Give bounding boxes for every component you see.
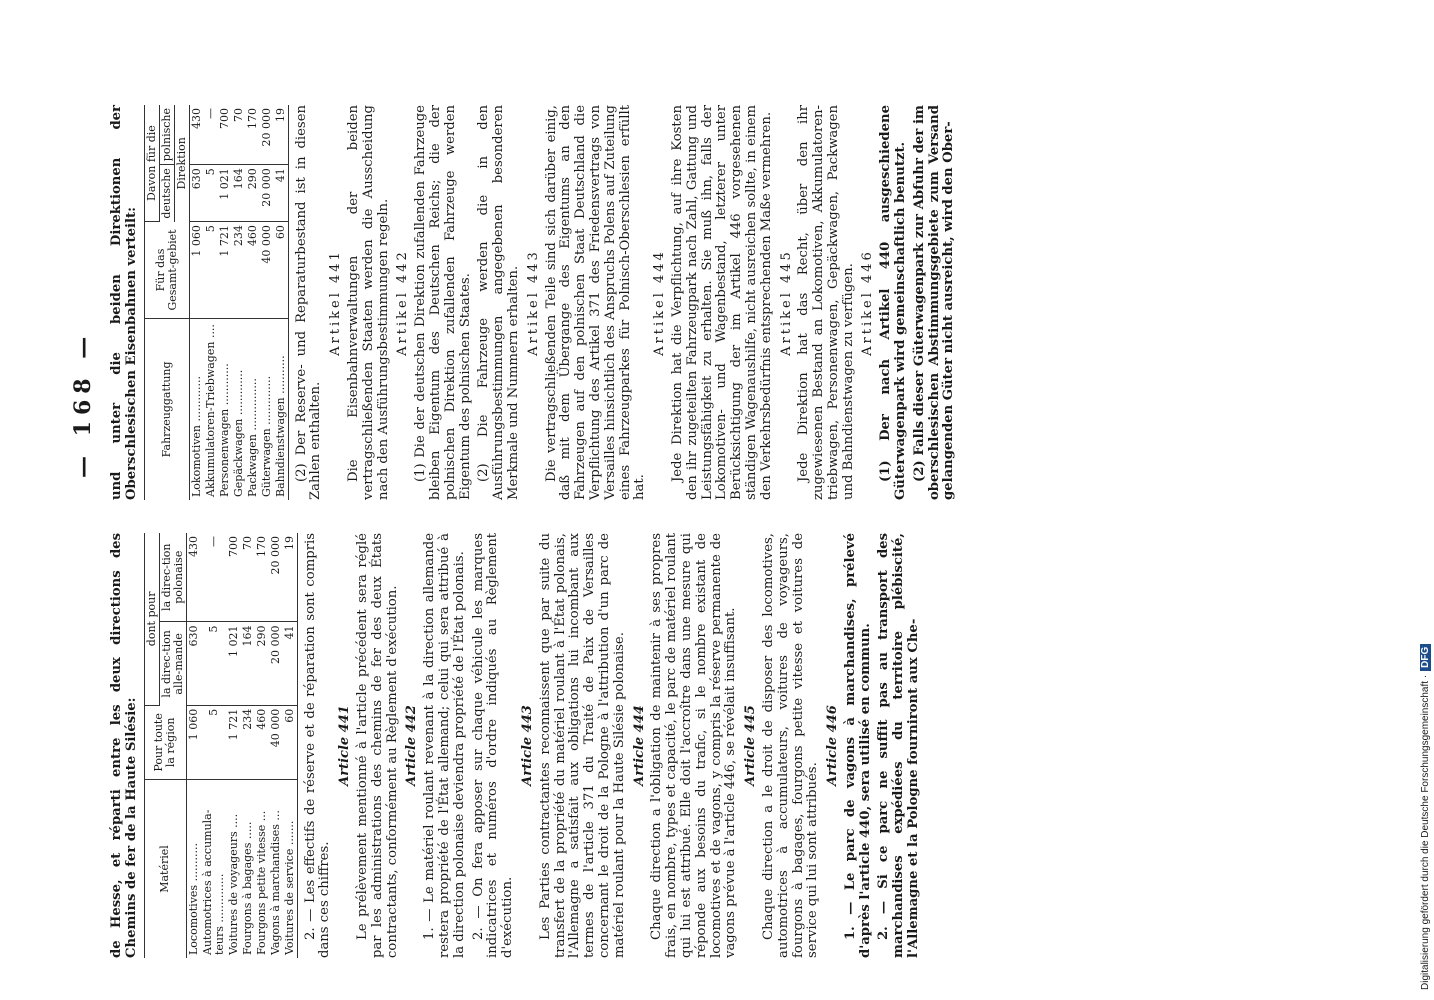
table-row: Fourgons à bagages ..... 234 164 70 [241, 533, 255, 958]
page-number: — 168 — [70, 330, 96, 478]
de-article-443-title: Artikel 443 [525, 249, 541, 356]
table-row: Voitures de voyageurs .... 1 721 1 021 700 [227, 533, 241, 958]
fr-material-table [144, 533, 298, 958]
fr-article-445-title: Article 445 [743, 705, 759, 786]
fr-article-441-title: Article 441 [337, 705, 353, 786]
french-column [109, 533, 922, 958]
fr-intro: de Hesse, et réparti entre les deux directions des Chemins de fer de la Haute Silésie: [109, 533, 139, 958]
de-article-442-title: Artikel 442 [395, 249, 411, 356]
fr-th-german: la direc-tion alle-mande [159, 622, 186, 705]
fr-th-polish: la direc-tion polonaise [159, 533, 186, 622]
table-row: Packwagen ............... 460 290 170 [246, 105, 260, 500]
dfg-logo: DFG [1420, 644, 1431, 671]
fr-article-444-text: Chaque direction a l'obligation de maintenir à ses propres frais, en nombre, types et capacité, le parc de matériel roulant qui lui est attribué. Elle doit l'accroître dans une mesure qui réponde aux besoins du trafic, si le nombre existant de locomotives et de vagons, y compris la réserve permanente de vagons prévue à l'article 446, se révélait insuffisant. [649, 533, 739, 958]
de-th-total: Für das Gesamt-gebiet [144, 222, 189, 319]
fr-paragraph-2: 2. — Les effectifs de réserve et de réparation sont compris dans ces chiffres. [302, 533, 333, 958]
table-row: Fourgons petite vitesse ... 460 290 170 [255, 533, 269, 958]
de-article-446-p1: (1) Der nach Artikel 440 ausgeschiedene Güterwagenpark wird gemeinschaftlich benutzt. [878, 105, 909, 500]
de-article-444-text: Jede Direktion hat die Verpflichtung, auf ihre Kosten den ihr zugeteilten Fahrzeugpark nach Zahl, Gattung und Leistungsfähigkeit zu erhalten. Sie muß ihn, falls der Lokomotiven- und Wagenbestand, letzterer unter Berücksichtigung der im Artikel 446 vorgesehenen ständigen Wagenaushilfe, nicht ausreichen sollte, in einem den Verkehrsbedürfnis entsprechenden Maße vermehren. [669, 105, 774, 500]
german-column [110, 105, 1310, 500]
table-row: Vagons à marchandises ... 40 000 20 000 20 000 [269, 533, 283, 958]
de-article-441-title: Artikel 441 [328, 249, 344, 356]
fr-article-441-text: Le prélèvement mentionné à l'article précédent sera réglé par les administrations des chemins de fer des deux États contractants, conformément au Règlement d'exécution. [354, 533, 400, 958]
fr-th-material: Matériel [144, 780, 186, 959]
de-article-445-text: Jede Direktion hat das Recht, über den ihr zugewiesenen Bestand an Lokomotiven, Akkumulatoren-triebwagen, Personenwagen, Gepäckwagen, Packwagen und Bahndienstwagen zu verfügen. [796, 105, 856, 500]
digitization-note-text: Digitalisierung gefördert durch die Deutsche Forschungsgemeinschaft · [1420, 674, 1431, 990]
de-article-446-title: Artikel 446 [860, 249, 876, 356]
table-row: Gepäckwagen ............. 234 164 70 [232, 105, 246, 500]
fr-article-445-text: Chaque direction a le droit de disposer des locomotives, automotrices à accumulateurs, voitures de voyageurs, fourgons à bagages, fourgons petite vitesse et voitures de service qui lui sont attribués. [760, 533, 821, 958]
de-th-material: Fahrzeuggattung [144, 318, 189, 500]
fr-article-446-title: Article 446 [825, 705, 841, 786]
fr-article-443-text: Les Parties contractantes reconnaissent que par suite du transfert de la propriété du matériel roulant à l'État polonais, l'Allemagne a satisfait aux obligations lui incombant aux termes de l'article 371 du Traité de Paix de Versailles concernant le droit de la Pologne à l'attribution d'un parc de matériel roulant pour la Haute Silésie polonaise. [537, 533, 627, 958]
fr-article-442-p2: 2. — On fera apposer sur chaque véhicule les marques indicatrices et numéros d'ordre indiqués au Règlement d'exécution. [470, 533, 516, 958]
digitization-note [1420, 644, 1431, 990]
de-th-direktion: Direktion [174, 105, 189, 222]
table-row: Güterwagen .............. 40 000 20 000 20 000 [260, 105, 274, 500]
de-paragraph-2: (2) Der Reserve- und Reparaturbestand ist in diesen Zahlen enthalten. [293, 105, 324, 500]
de-article-444-title: Artikel 444 [652, 249, 668, 356]
fr-article-446-p2: 2. — Si ce parc ne suffit pas au transport des marchandises expédiées du territoire plébiscité, l'Allemagne et la Pologne fourniront aux Che- [876, 533, 922, 958]
table-row: Voitures de service ....... 60 41 19 [283, 533, 298, 958]
de-intro: und unter die beiden Direktionen der Oberschlesischen Eisenbahnen verteilt: [109, 105, 139, 500]
fr-article-444-title: Article 444 [631, 705, 647, 786]
de-th-davon: Davon für die [144, 105, 159, 222]
table-row: Locomotives ........... 1 060 630 430 [186, 533, 201, 958]
de-article-443-text: Die vertragschließenden Teile sind sich darüber einig, daß mit dem Übergange des Eigentums an den Fahrzeugen auf den polnischen Staat Deutschland die Verpflichtung des Artikel 371 des Friedensvertrags von Versailles hinsichtlich des Anspruchs Polens auf Zuteilung eines Fahrzeugparkes für Polnisch-Oberschlesien erfüllt hat. [543, 105, 648, 500]
table-row: Akkumulatoren-Triebwagen .... 5 5 — [204, 105, 218, 500]
de-material-table [144, 105, 289, 500]
de-article-445-title: Artikel 445 [778, 249, 794, 356]
table-row: Personenwagen ............ 1 721 1 021 700 [218, 105, 232, 500]
de-th-german: deutsche [159, 165, 174, 222]
de-article-446-p2: (2) Falls dieser Güterwagenpark zur Abfuhr der im oberschlesischen Abstimmungsgebiete zum Versand gelangenden Güter nicht ausreicht, wird den Ober- [911, 105, 957, 500]
fr-article-442-title: Article 442 [404, 705, 420, 786]
table-row: Bahndienstwagen ........... 60 41 19 [274, 105, 289, 500]
de-article-441-text: Die Eisenbahnverwaltungen der beiden vertragschließenden Staaten werden die Ausscheidung nach den Ausführungsbestimmungen regeln. [345, 105, 391, 500]
de-article-442-p1: (1) Die der deutschen Direktion zufallenden Fahrzeuge bleiben Eigentum des Deutschen Reichs; die der polnischen Direktion zufallenden Fahrzeuge werden Eigentum des polnischen Staates. [413, 105, 473, 500]
table-row: Lokomotiven ............. 1 060 630 430 [189, 105, 204, 500]
fr-th-total: Pour toute la région [144, 705, 186, 779]
table-row: Automotrices à accumula-teurs .............. 5 5 — [201, 533, 227, 958]
de-th-polish: polnische [159, 105, 174, 165]
fr-article-442-p1: 1. — Le matériel roulant revenant à la direction allemande restera propriété de l'État allemand; celui qui sera attribué à la direction polonaise deviendra propriété de l'État polonais. [422, 533, 467, 958]
fr-article-443-title: Article 443 [519, 705, 535, 786]
de-article-442-p2: (2) Die Fahrzeuge werden die in den Ausführungsbestimmungen angegebenen besonderen Merkmale und Nummern erhalten. [476, 105, 521, 500]
fr-article-446-p1: 1. — Le parc de vagons à marchandises, prélevé d'après l'article 440, sera utilisé en commun. [842, 533, 873, 958]
fr-th-dont: dont pour [144, 533, 159, 705]
